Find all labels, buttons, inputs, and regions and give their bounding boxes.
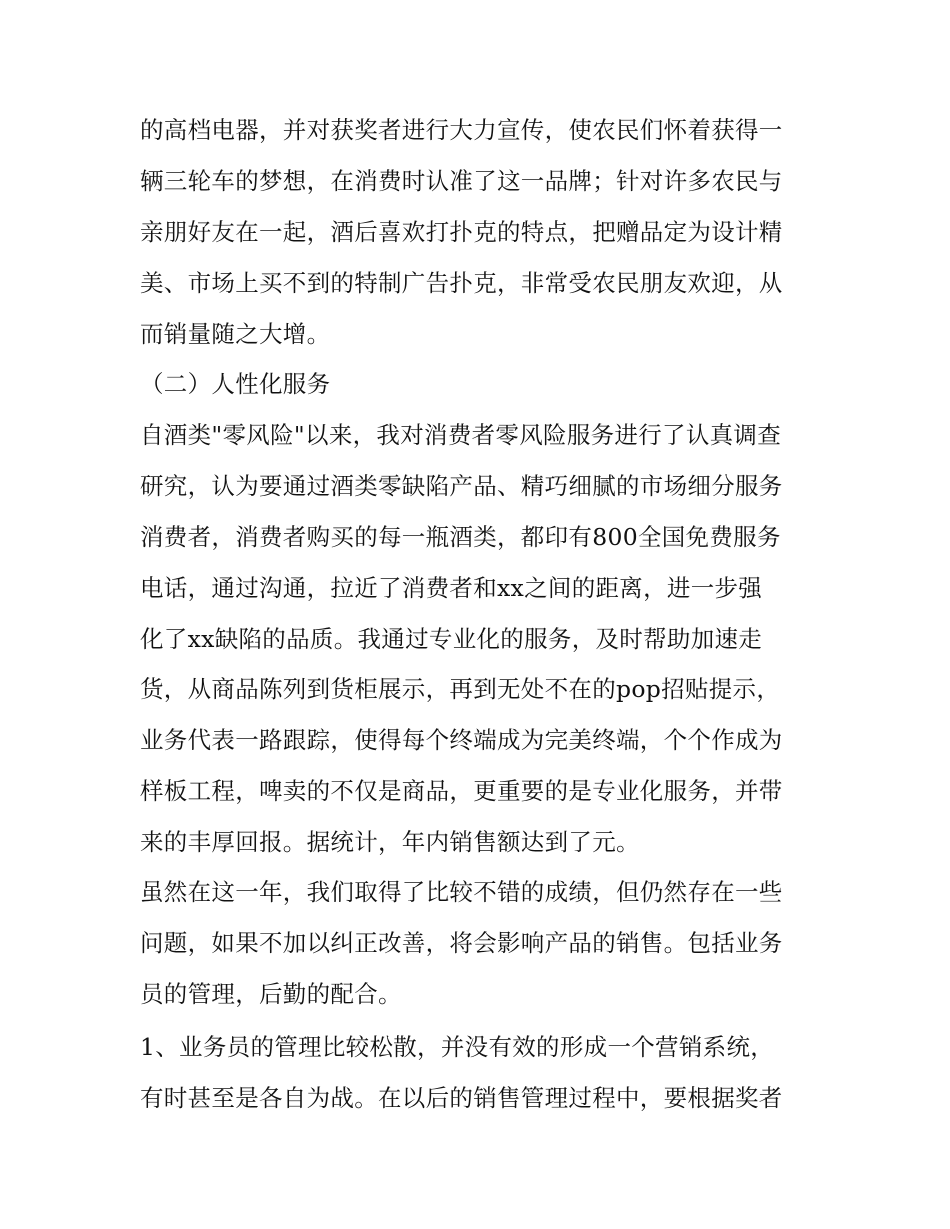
text-line: 1、业务员的管理比较松散，并没有效的形成一个营销系统， bbox=[140, 1033, 775, 1061]
text-line: 自酒类"零风险"以来，我对消费者零风险服务进行了认真调查 bbox=[140, 421, 782, 449]
text-line: 虽然在这一年，我们取得了比较不错的成绩，但仍然存在一些 bbox=[140, 878, 783, 906]
text-line: 研究，认为要通过酒类零缺陷产品、精巧细腻的市场细分服务 bbox=[140, 472, 783, 500]
text-line: 有时甚至是各自为战。在以后的销售管理过程中，要根据奖者 bbox=[140, 1084, 783, 1112]
text-line: 美、市场上买不到的特制广告扑克，非常受农民朋友欢迎，从 bbox=[140, 269, 783, 297]
text-line: 而销量随之大增。 bbox=[140, 320, 331, 348]
text-line: 的高档电器，并对获奖者进行大力宣传，使农民们怀着获得一 bbox=[140, 116, 783, 144]
text-line: 亲朋好友在一起，酒后喜欢打扑克的特点，把赠品定为设计精 bbox=[140, 218, 783, 246]
text-line: 货，从商品陈列到货柜展示，再到无处不在的pop招贴提示， bbox=[140, 675, 781, 703]
text-line: 电话，通过沟通，拉近了消费者和xx之间的距离，进一步强 bbox=[140, 574, 763, 602]
text-line: 业务代表一路跟踪，使得每个终端成为完美终端，个个作成为 bbox=[140, 726, 783, 754]
text-line: 来的丰厚回报。据统计，年内销售额达到了元。 bbox=[140, 828, 640, 856]
section-heading: （二）人性化服务 bbox=[140, 370, 331, 398]
text-line: 消费者，消费者购买的每一瓶酒类，都印有800全国免费服务 bbox=[140, 523, 781, 551]
text-line: 员的管理，后勤的配合。 bbox=[140, 980, 402, 1008]
text-line: 样板工程，啤卖的不仅是商品，更重要的是专业化服务，并带 bbox=[140, 777, 783, 805]
text-line: 化了xx缺陷的品质。我通过专业化的服务，及时帮助加速走 bbox=[140, 625, 763, 653]
text-line: 问题，如果不加以纠正改善，将会影响产品的销售。包括业务 bbox=[140, 929, 783, 957]
text-line: 辆三轮车的梦想，在消费时认准了这一品牌；针对许多农民与 bbox=[140, 167, 783, 195]
